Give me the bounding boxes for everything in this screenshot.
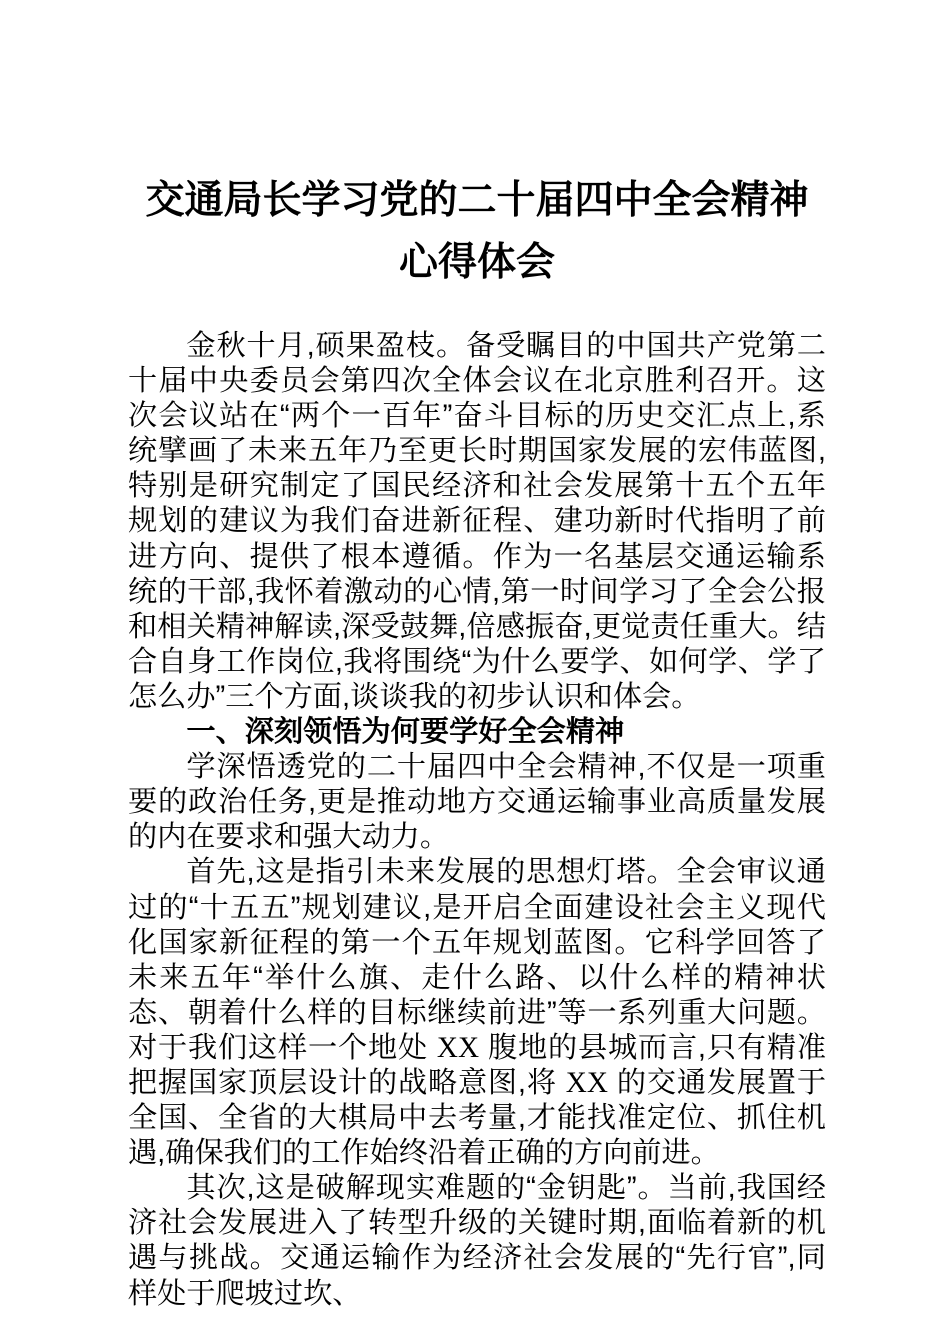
- latin-text-run: XX: [436, 1031, 480, 1064]
- paragraph-second-point: 其次,这是破解现实难题的“金钥匙”。当前,我国经济社会发展进入了转型升级的关键时期,面临着新的机遇与挑战。交通运输作为经济社会发展的“先行官”,同样处于爬坡过坎、: [128, 1172, 826, 1310]
- latin-text-run: XX: [565, 1066, 608, 1099]
- document-body: [128, 294, 826, 1312]
- paragraph-intro: 金秋十月,硕果盈枝。备受瞩目的中国共产党第二十届中央委员会第四次全体会议在北京胜利召开。这次会议站在“两个一百年”奋斗目标的历史交汇点上,系统擘画了未来五年乃至更长时期国家发展的宏伟蓝图,特别是研究制定了国民经济和社会发展第十五个五年规划的建议为我们奋进新征程、建功新时代指明了前进方向、提供了根本遵循。作为一名基层交通运输系统的干部,我怀着激动的心情,第一时间学习了全会公报和相关精神解读,深受鼓舞,倍感振奋,更觉责任重大。结合自身工作岗位,我将围绕“为什么要学、如何学、学了怎么办”三个方面,谈谈我的初步认识和体会。: [128, 330, 826, 713]
- document-title: 交通局长学习党的二十届四中全会精神心得体会: [145, 179, 809, 284]
- document-content-column: [128, 0, 826, 1312]
- section-heading-one: 一、深刻领悟为何要学好全会精神: [186, 716, 625, 749]
- paragraph-first-point: 首先,这是指引未来发展的思想灯塔。全会审议通过的“十五五”规划建议,是开启全面建设社会主义现代化国家新征程的第一个五年规划蓝图。它科学回答了未来五年“举什么旗、走什么路、以什么样的精神状态、朝着什么样的目标继续前进”等一系列重大问题。对于我们这样一个地处 XX 腹地的县城而言,只有精准把握国家顶层设计的战略意图,将 XX 的交通发展置于全国、全省的大棋局中去考量,才能找准定位、抓住机遇,确保我们的工作始终沿着正确的方向前进。: [128, 856, 827, 1170]
- paragraph-section1-lead: 学深悟透党的二十届四中全会精神,不仅是一项重要的政治任务,更是推动地方交通运输事业高质量发展的内在要求和强大动力。: [128, 751, 826, 854]
